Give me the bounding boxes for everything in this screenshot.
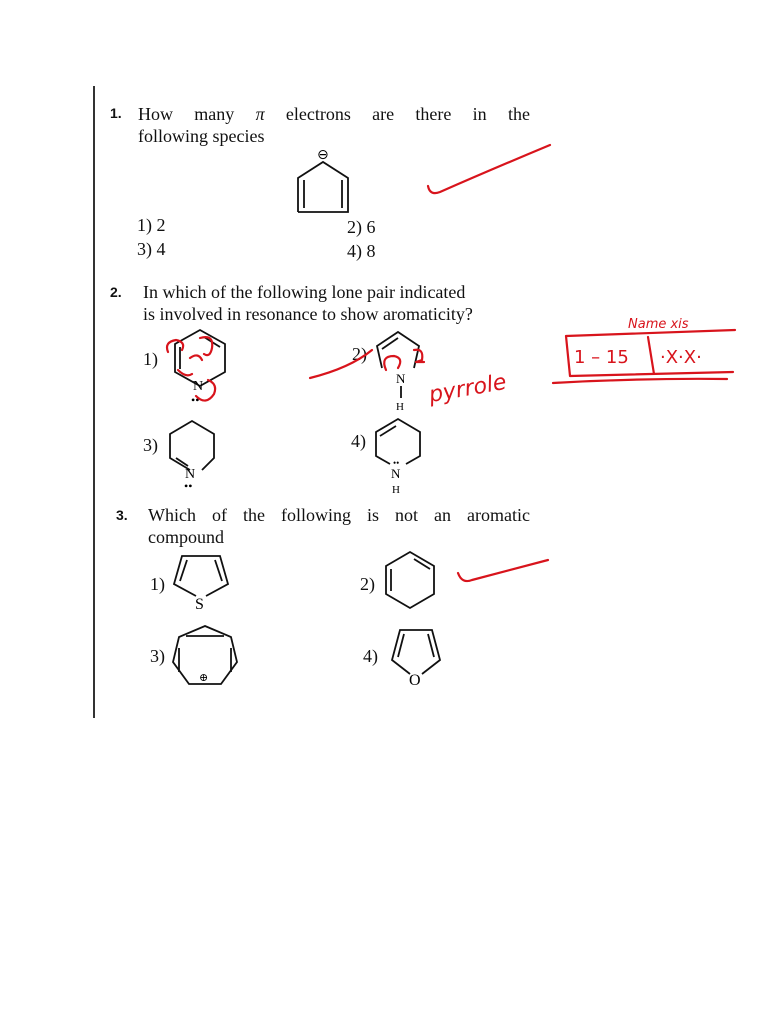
option-2: 2) 6 [347,217,376,237]
question-text [138,103,530,147]
box-marks: ·X·X· [660,347,702,368]
thiophene-structure [174,556,228,613]
margin-line [93,86,95,718]
option-1: 1) [143,349,158,369]
sulfur-atom: S [195,596,204,613]
question-number: 2. [110,284,122,300]
word: following [280,505,351,525]
option-3: 3) [143,435,158,455]
lone-pair: •• [184,479,193,493]
nitrogen-atom: N [391,466,401,481]
pyrrole-label: pyrrole [427,369,509,409]
word: many [194,104,235,124]
word: How [138,104,173,124]
pyrrole-structure [377,332,419,413]
word: is [366,505,379,525]
question-number: 1. [110,105,122,121]
option-1: 1) [150,574,165,594]
positive-charge-symbol: ⊕ [199,672,209,684]
word: are [372,104,395,124]
word: Which [148,505,196,525]
header-box [553,330,735,383]
word: aromatic [467,505,530,525]
lone-pair: •• [191,393,200,407]
question-line-1 [138,103,530,125]
option-2: 2) [360,574,375,594]
word: an [434,505,452,525]
word: the [507,104,530,124]
option-4: 4) 8 [347,241,376,261]
option-4: 4) [351,431,366,451]
word: the [242,505,265,525]
oxygen-atom: O [409,672,421,689]
tropylium-structure [173,626,237,684]
question-line-1: In which of the following lone pair indicated [143,282,466,302]
question-line-2: is involved in resonance to show aromaticity? [143,304,473,324]
question-number: 3. [116,507,128,523]
pi-symbol: π [255,104,265,124]
checkmark-q1 [428,145,550,193]
cyclohexadiene-structure [386,552,434,608]
cyclopentadienyl-structure [298,147,348,212]
negative-charge-symbol: ⊖ [317,147,329,163]
hydrogen-atom: H [396,401,404,413]
hydrogen-atom: H [392,484,400,496]
furan-structure [392,630,440,689]
question-text [148,504,530,548]
question-line-1 [148,504,530,526]
nitrogen-atom: N [185,467,196,482]
pyridine-structure [175,330,225,407]
question-text [143,281,533,325]
checkmark-q3 [458,560,548,581]
dihydropyridine-structure [376,419,420,496]
word: in [472,104,487,124]
word: of [211,505,227,525]
option-2: 2) [352,344,367,364]
lone-pair: •• [393,458,400,468]
pyrrole-arrows [384,350,424,370]
nitrogen-atom: N [396,371,406,386]
name-header: Name xis [628,317,689,332]
option-1: 1) 2 [137,215,166,235]
box-range: 1 – 15 [574,347,629,368]
nitrogen-atom: N [193,379,204,394]
word: there [415,104,452,124]
word: not [395,505,419,525]
option-3: 3) 4 [137,239,166,259]
option-4: 4) [363,646,378,666]
question-line-2: compound [148,527,224,547]
tetrahydropyridine-structure [170,421,214,493]
resonance-arrows [167,337,215,400]
option-3: 3) [150,646,165,666]
question-line-2: following species [138,126,265,146]
word: electrons [285,104,351,124]
